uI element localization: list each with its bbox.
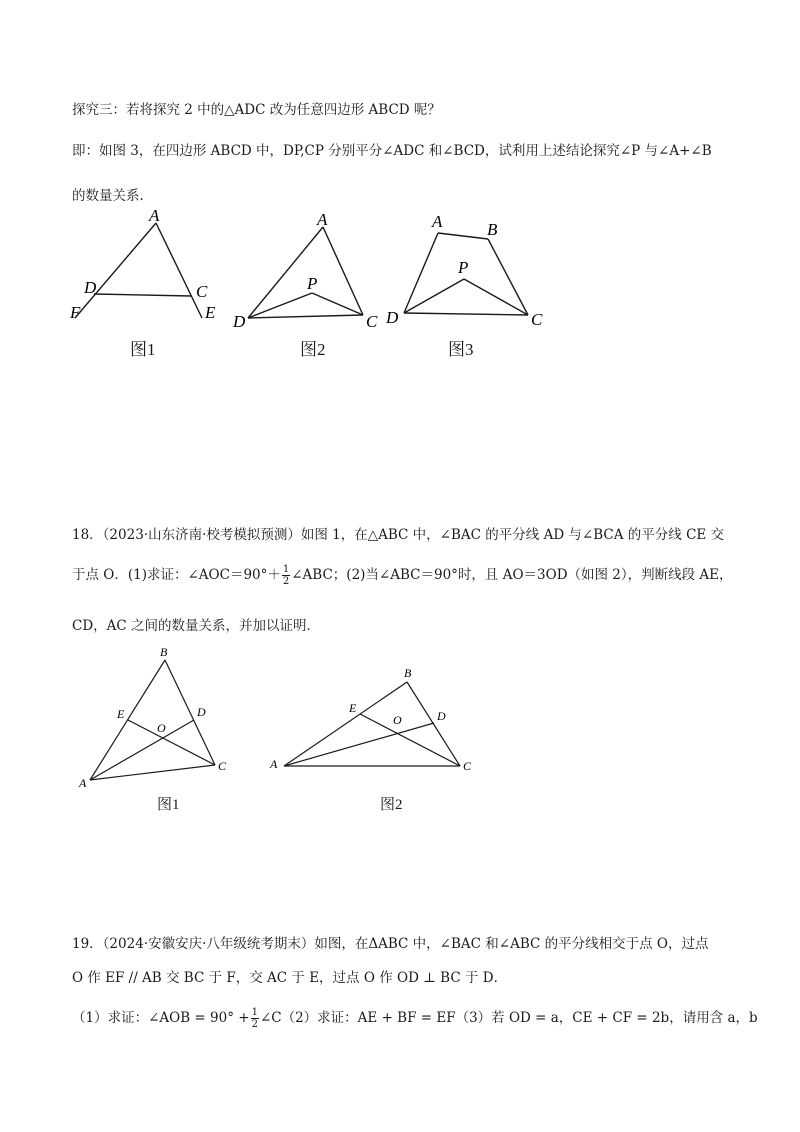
label-D: D [84, 278, 97, 297]
label-B: B [160, 645, 168, 659]
label-C: C [366, 312, 378, 331]
label-A: A [270, 757, 278, 771]
label-F: F [70, 303, 81, 322]
label-P: P [307, 274, 318, 293]
intro-line-3: 的数量关系． [72, 188, 153, 204]
label-C: C [463, 759, 472, 773]
label-C: C [196, 282, 208, 301]
q19-line-3b: ∠C（2）求证：AE + BF = EF（3）若 OD = a，CE + CF = 2b，请用含 a，b [259, 1010, 758, 1026]
q19-line-2: O 作 EF // AB 交 BC 于 F，交 AC 于 E，过点 O 作 OD ⊥ BC 于 D． [72, 970, 508, 986]
figure-3-top [380, 205, 560, 335]
label-O: O [393, 713, 402, 727]
label-E: E [349, 701, 357, 715]
label-A: A [317, 210, 328, 229]
label-A: A [79, 776, 87, 790]
fraction-denominator: 2 [251, 1019, 258, 1030]
q18-figure-2 [262, 660, 492, 785]
fraction-half [282, 564, 290, 587]
label-C: C [218, 759, 227, 773]
label-B: B [487, 220, 498, 239]
label-D: D [233, 312, 246, 331]
q19-line-1: 19．（2024·安徽安庆·八年级统考期末）如图，在ΔABC 中，∠BAC 和∠ABC 的平分线相交于点 O，过点 [72, 936, 709, 952]
label-B: B [404, 666, 412, 680]
label-D: D [386, 308, 399, 327]
figure-2-top [228, 205, 388, 335]
q19-line-3 [72, 1006, 758, 1030]
label-O: O [157, 721, 166, 735]
figure-1-top [60, 205, 240, 335]
q18-line-1: 18．（2023·山东济南·校考模拟预测）如图 1，在△ABC 中，∠BAC 的平分线 AD 与∠BCA 的平分线 CE 交 [72, 527, 725, 543]
fraction-numerator: 1 [282, 564, 290, 575]
fig2-caption: 图2 [300, 340, 326, 359]
q18-fig1-caption: 图1 [157, 797, 180, 813]
q18-fig2-caption: 图2 [380, 797, 403, 813]
label-C: C [531, 310, 543, 329]
label-E: E [117, 707, 125, 721]
q18-line-3: CD，AC 之间的数量关系，并加以证明． [72, 618, 321, 634]
label-A: A [149, 206, 160, 225]
q18-line-2 [72, 563, 733, 587]
label-P: P [458, 258, 469, 277]
fraction-numerator: 1 [251, 1007, 258, 1018]
label-D: D [197, 705, 206, 719]
fraction-half [251, 1007, 259, 1030]
label-E: E [205, 303, 216, 322]
label-A: A [432, 212, 443, 231]
fraction-denominator: 2 [282, 576, 290, 587]
intro-line-2: 即：如图 3，在四边形 ABCD 中，DP,CP 分别平分∠ADC 和∠BCD，试利用上述结论探究∠P 与∠A+∠B [72, 143, 712, 159]
q18-line-2a: 于点 O．(1)求证：∠AOC＝90°＋ [72, 567, 281, 583]
q19-line-3a: （1）求证：∠AOB = 90° + [72, 1010, 250, 1026]
fig1-caption: 图1 [130, 340, 156, 359]
q18-figure-1 [70, 640, 250, 800]
q18-line-2b: ∠ABC；(2)当∠ABC＝90°时，且 AO＝3OD（如图 2），判断线段 AE， [291, 567, 733, 583]
intro-line-1: 探究三：若将探究 2 中的△ADC 改为任意四边形 ABCD 呢？ [72, 102, 441, 118]
fig3-caption: 图3 [448, 340, 474, 359]
label-D: D [437, 709, 446, 723]
